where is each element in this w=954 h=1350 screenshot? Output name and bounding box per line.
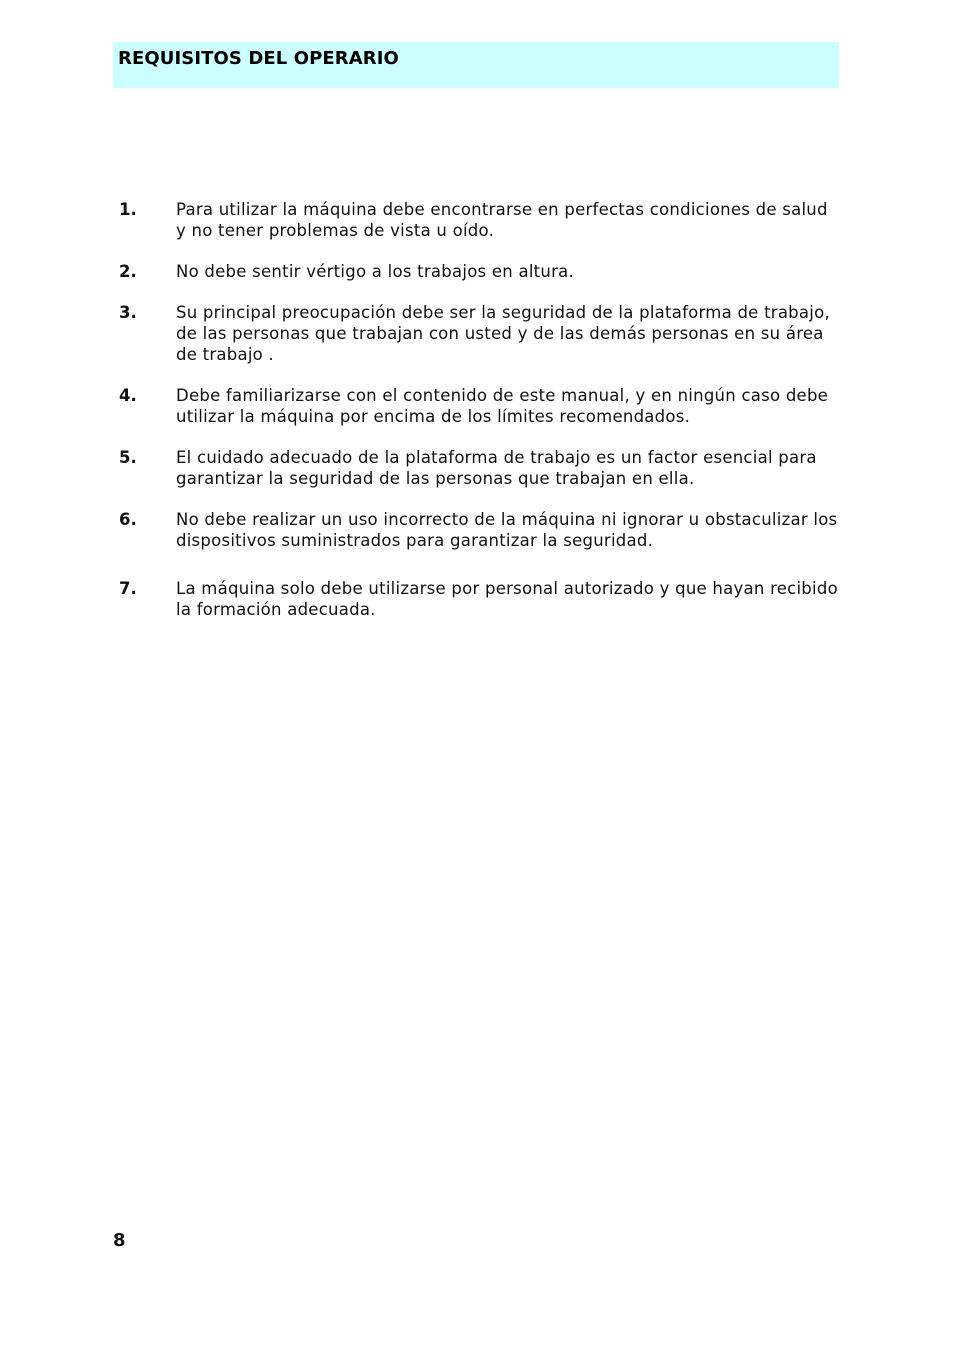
requirement-number: 2.	[119, 262, 137, 281]
requirement-item-5	[119, 447, 839, 489]
requirement-text: No debe realizar un uso incorrecto de la máquina ni ignorar u obstaculizar los dispositivos suministrados para garantizar la seguridad.	[176, 510, 838, 550]
requirement-text: No debe sentir vértigo a los trabajos en altura.	[176, 262, 574, 281]
requirement-item-4	[119, 385, 839, 427]
requirement-number: 4.	[119, 386, 137, 405]
requirement-item-1	[119, 199, 839, 241]
requirement-item-2	[119, 261, 839, 282]
requirement-text: Su principal preocupación debe ser la seguridad de la plataforma de trabajo, de las personas que trabajan con usted y de las demás personas en su área de trabajo .	[176, 303, 830, 364]
requirement-text: La máquina solo debe utilizarse por personal autorizado y que hayan recibido la formación adecuada.	[176, 579, 838, 619]
requirement-text: Debe familiarizarse con el contenido de este manual, y en ningún caso debe utilizar la máquina por encima de los límites recomendados.	[176, 386, 829, 426]
requirement-text: Para utilizar la máquina debe encontrarse en perfectas condiciones de salud y no tener problemas de vista u oído.	[176, 200, 828, 240]
page-title: REQUISITOS DEL OPERARIO	[118, 48, 399, 69]
requirement-text: El cuidado adecuado de la plataforma de trabajo es un factor esencial para garantizar la seguridad de las personas que trabajan en ella.	[176, 448, 817, 488]
requirement-item-6	[119, 509, 839, 551]
requirement-item-3	[119, 302, 839, 365]
requirement-item-7	[119, 578, 839, 620]
section-header	[113, 42, 839, 88]
page-number: 8	[113, 1230, 126, 1251]
requirement-number: 1.	[119, 200, 137, 219]
requirement-number: 6.	[119, 510, 137, 529]
requirement-number: 3.	[119, 303, 137, 322]
requirements-list	[119, 199, 839, 640]
requirement-number: 5.	[119, 448, 137, 467]
requirement-number: 7.	[119, 579, 137, 598]
